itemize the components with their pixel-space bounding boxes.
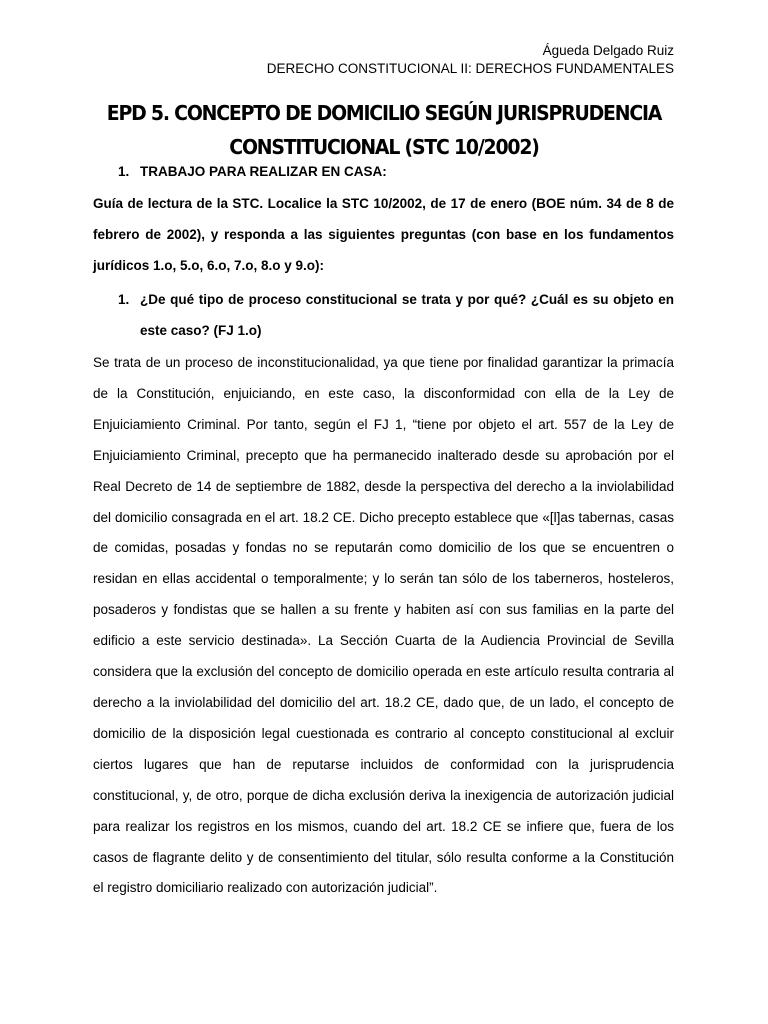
question-1-number: 1. <box>118 292 130 307</box>
answer-1-paragraph: Se trata de un proceso de inconstitucionalidad, ya que tiene por finalidad garantizar la primacía de la Constitución, enjuiciando, en este caso, la disconformidad con ella de la Ley de Enjuiciamiento Criminal. Por tanto, según el FJ 1, “tiene por objeto el art. 557 de la Ley de Enjuiciamiento Criminal, precepto que ha permanecido inalterado desde su aprobación por el Real Decreto de 14 de septiembre de 1882, desde la perspectiva del derecho a la inviolabilidad del domicilio consagrada en el art. 18.2 CE. Dicho precepto establece que «[l]as tabernas, casas de comidas, posadas y fondas no se reputarán como domicilio de los que se encuentren o residan en ellas accidental o temporalmente; y lo serán tan sólo de los taberneros, hosteleros, posaderos y fondistas que se hallen a su frente y habiten así con sus familias en la parte del edificio a este servicio destinada». La Sección Cuarta de la Audiencia Provincial de Sevilla considera que la exclusión del concepto de domicilio operada en este artículo resulta contraria al derecho a la inviolabilidad del domicilio del art. 18.2 CE, dado que, de un lado, el concepto de domicilio de la disposición legal cuestionada es contrario al concepto constitucional al excluir ciertos lugares que han de reputarse incluidos de conformidad con la jurisprudencia constitucional, y, de otro, porque de dicha exclusión deriva la inexigencia de autorización judicial para realizar los registros en los mismos, cuando del art. 18.2 CE se infiere que, fuera de los casos de flagrante delito y de consentimiento del titular, sólo resulta conforme a la Constitución el registro domiciliario realizado con autorización judicial”. <box>93 355 674 896</box>
author-name: Águeda Delgado Ruiz <box>542 43 674 58</box>
document-body <box>93 160 674 904</box>
title-line-1: EPD 5. CONCEPTO DE DOMICILIO SEGÚN JURISPRUDENCIA <box>106 101 662 125</box>
reading-guide-paragraph: Guía de lectura de la STC. Localice la STC 10/2002, de 17 de enero (BOE núm. 34 de 8 de febrero de 2002), y responda a las siguientes preguntas (con base en los fundamentos jurídicos 1.o, 5.o, 6.o, 7.o, 8.o y 9.o): <box>93 196 674 273</box>
page-header <box>267 42 674 78</box>
section-heading <box>93 160 674 184</box>
section-heading-text: TRABAJO PARA REALIZAR EN CASA: <box>140 164 387 179</box>
question-1 <box>93 284 674 346</box>
course-name: DERECHO CONSTITUCIONAL II: DERECHOS FUNDAMENTALES <box>266 61 674 76</box>
document-title <box>86 96 682 164</box>
question-1-text: ¿De qué tipo de proceso constitucional se trata y por qué? ¿Cuál es su objeto en este caso? (FJ 1.o) <box>140 292 674 338</box>
title-line-2: CONSTITUCIONAL (STC 10/2002) <box>229 135 539 159</box>
section-number: 1. <box>118 164 130 179</box>
